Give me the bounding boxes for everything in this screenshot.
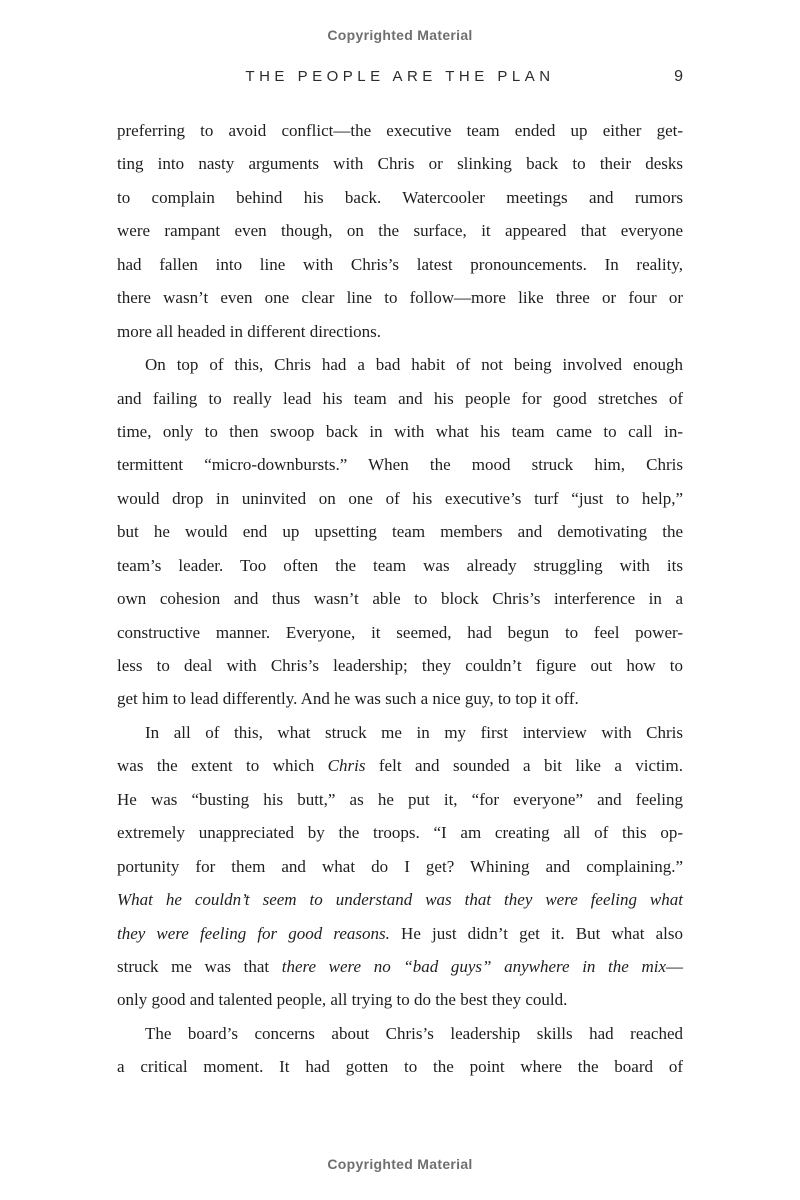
text-segment: were rampant even though, on the surface, it appeared that everyone xyxy=(117,221,683,241)
text-segment: there wasn’t even one clear line to follow—more like three or four or xyxy=(117,288,683,308)
text-line xyxy=(117,248,683,281)
text-segment: get him to lead differently. And he was such a nice guy, to top it off. xyxy=(117,689,579,709)
running-head-title: THE PEOPLE ARE THE PLAN xyxy=(245,68,555,85)
text-line xyxy=(117,883,683,916)
text-line xyxy=(117,950,683,983)
text-line xyxy=(117,214,683,247)
text-line xyxy=(117,382,683,415)
text-segment: preferring to avoid conflict—the executive team ended up either get- xyxy=(117,121,683,140)
copyright-notice-top: Copyrighted Material xyxy=(327,27,473,43)
text-line xyxy=(117,1050,683,1083)
text-segment: He was “busting his butt,” as he put it, “for everyone” and feeling xyxy=(117,789,683,809)
text-segment: had fallen into line with Chris’s latest pronouncements. In reality, xyxy=(117,254,683,274)
text-segment: own cohesion and thus wasn’t able to block Chris’s interference in a xyxy=(117,589,683,609)
body-text xyxy=(117,114,683,1084)
text-line xyxy=(117,816,683,849)
italic-text-segment: there were no “bad guys” anywhere in the mix xyxy=(281,956,666,976)
italic-text-segment: What he couldn’t seem to understand was that they were feeling what xyxy=(117,890,683,910)
text-line xyxy=(117,983,683,1016)
text-line xyxy=(117,147,683,180)
copyright-notice-bottom: Copyrighted Material xyxy=(327,1156,473,1172)
text-segment: portunity for them and what do I get? Whining and complaining.” xyxy=(117,856,683,876)
text-segment: termittent “micro-downbursts.” When the mood struck him, Chris xyxy=(117,455,683,475)
text-line xyxy=(117,515,683,548)
text-segment: more all headed in different directions. xyxy=(117,321,382,341)
text-segment: to complain behind his back. Watercooler meetings and rumors xyxy=(117,187,683,207)
italic-text-segment: they were feeling for good reasons. xyxy=(117,923,390,943)
text-line xyxy=(117,549,683,582)
text-line xyxy=(117,783,683,816)
running-head-row xyxy=(117,68,683,90)
text-line xyxy=(117,682,683,715)
text-segment: felt and sounded a bit like a victim. xyxy=(365,756,683,776)
text-line xyxy=(117,482,683,515)
text-segment: time, only to then swoop back in with what his team came to call in- xyxy=(117,421,683,441)
text-segment: extremely unappreciated by the troops. “I am creating all of this op- xyxy=(117,823,683,843)
text-line xyxy=(117,616,683,649)
text-segment: He just didn’t get it. But what also xyxy=(389,923,683,943)
text-segment: ting into nasty arguments with Chris or slinking back to their desks xyxy=(117,154,683,174)
text-line xyxy=(117,114,683,147)
text-segment: only good and talented people, all trying to do the best they could. xyxy=(117,990,568,1010)
text-segment: was the extent to which xyxy=(117,756,328,776)
text-segment: less to deal with Chris’s leadership; they couldn’t figure out how to xyxy=(117,656,683,675)
text-line xyxy=(117,917,683,950)
text-line xyxy=(117,448,683,481)
page-number: 9 xyxy=(674,68,683,85)
text-line xyxy=(117,582,683,615)
text-line xyxy=(117,649,683,682)
text-line xyxy=(117,315,683,348)
text-line xyxy=(117,716,683,749)
text-line xyxy=(117,181,683,214)
text-segment: constructive manner. Everyone, it seemed, had begun to feel power- xyxy=(117,622,683,642)
text-segment: and failing to really lead his team and his people for good stretches of xyxy=(117,388,683,408)
text-segment: In all of this, what struck me in my first interview with Chris xyxy=(145,722,683,742)
text-line xyxy=(117,281,683,314)
text-line xyxy=(117,749,683,782)
text-segment: On top of this, Chris had a bad habit of not being involved enough xyxy=(145,355,683,375)
text-segment: team’s leader. Too often the team was already struggling with its xyxy=(117,555,683,575)
italic-text-segment: Chris xyxy=(327,756,366,776)
text-segment: but he would end up upsetting team members and demotivating the xyxy=(117,522,683,542)
text-line xyxy=(117,1017,683,1050)
text-segment: — xyxy=(666,956,683,976)
text-segment: a critical moment. It had gotten to the point where the board of xyxy=(117,1057,683,1077)
text-line xyxy=(117,415,683,448)
text-line xyxy=(117,348,683,381)
text-segment: would drop in uninvited on one of his executive’s turf “just to help,” xyxy=(117,488,683,508)
text-segment: struck me was that xyxy=(117,956,282,976)
text-segment: The board’s concerns about Chris’s leadership skills had reached xyxy=(145,1023,683,1043)
text-line xyxy=(117,850,683,883)
